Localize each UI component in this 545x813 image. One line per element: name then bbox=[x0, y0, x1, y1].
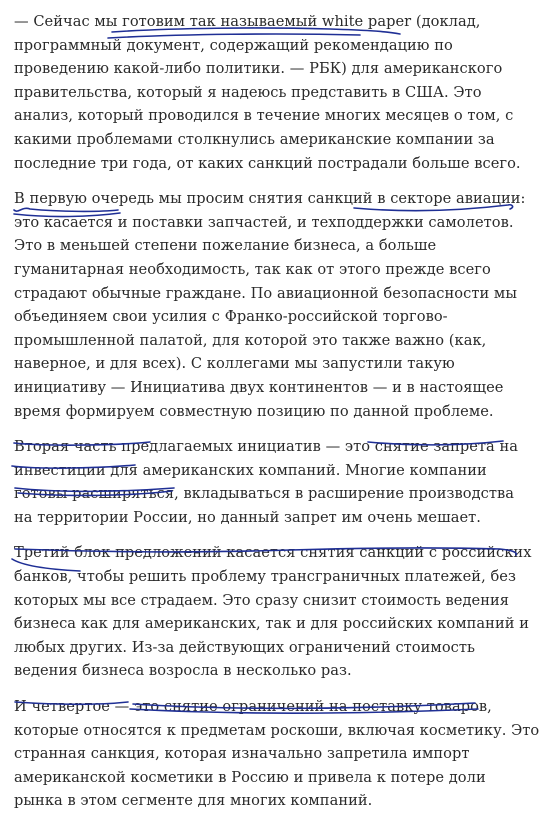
text-line: последние три года, от каких санкций пострадали больше всего. bbox=[14, 154, 521, 172]
paragraph-5 bbox=[14, 695, 540, 813]
text-line: готовы расширяться, вкладываться в расширение производства bbox=[14, 485, 515, 503]
text-line: Вторая часть предлагаемых инициатив — это снятие запрета на bbox=[14, 438, 519, 456]
paragraph-gap bbox=[14, 175, 531, 187]
text-line: объединяем свои усилия с Франко-российской торгово- bbox=[14, 308, 448, 326]
text-line: В первую очередь мы просим снятия санкций в секторе авиации: bbox=[14, 190, 526, 208]
text-line: страдают обычные граждане. По авиационной безопасности мы bbox=[14, 284, 517, 302]
paragraph-gap bbox=[14, 529, 531, 541]
text-line: промышленной палатой, для которой это также важно (как, bbox=[14, 331, 487, 349]
paragraph-3 bbox=[14, 435, 531, 529]
text-line: которых мы все страдаем. Это сразу снизит стоимость ведения bbox=[14, 591, 510, 609]
text-line: программный документ, содержащий рекомендацию по bbox=[14, 36, 453, 54]
paragraph-2 bbox=[14, 187, 531, 423]
text-line: банков, чтобы решить проблему трансграничных платежей, без bbox=[14, 568, 516, 586]
text-line: правительства, который я надеюсь представить в США. Это bbox=[14, 83, 482, 101]
paragraph-1 bbox=[14, 10, 531, 175]
paragraph-4 bbox=[14, 541, 531, 683]
text-line: наверное, и для всех). С коллегами мы запустили такую bbox=[14, 355, 455, 373]
text-line: гуманитарная необходимость, так как от этого прежде всего bbox=[14, 260, 491, 278]
text-line: рынка в этом сегменте для многих компаний. bbox=[14, 792, 373, 810]
text-line: — Сейчас мы готовим так называемый white paper (доклад, bbox=[14, 13, 481, 30]
text-line: это касается и поставки запчастей, и техподдержки самолетов. bbox=[14, 213, 514, 231]
text-line: любых других. Из-за действующих ограничений стоимость bbox=[14, 638, 475, 656]
text-line: Третий блок предложений касается снятия санкций с российских bbox=[14, 544, 532, 562]
text-line: инициативу — Инициатива двух континентов — и в настоящее bbox=[14, 378, 504, 396]
paragraph-gap bbox=[14, 683, 531, 695]
text-line: какими проблемами столкнулись американские компании за bbox=[14, 130, 495, 148]
text-line: время формируем совместную позицию по данной проблеме. bbox=[14, 402, 494, 420]
text-line: инвестиции для американских компаний. Многие компании bbox=[14, 461, 487, 479]
text-line: которые относятся к предметам роскоши, включая косметику. Это bbox=[14, 721, 540, 739]
text-line: проведению какой-либо политики. — РБК) для американского bbox=[14, 60, 503, 78]
text-line: на территории России, но данный запрет им очень мешает. bbox=[14, 508, 481, 526]
text-line: И четвертое — это снятие ограничений на поставку товаров, bbox=[14, 698, 492, 716]
text-line: ведения бизнеса возросла в несколько раз. bbox=[14, 662, 352, 680]
text-line: анализ, который проводился в течение многих месяцев о том, с bbox=[14, 107, 514, 125]
text-line: американской косметики в Россию и привела к потере доли bbox=[14, 768, 486, 786]
text-line: бизнеса как для американских, так и для российских компаний и bbox=[14, 615, 529, 633]
text-line: странная санкция, которая изначально запретила импорт bbox=[14, 745, 470, 763]
paragraph-gap bbox=[14, 423, 531, 435]
text-line: Это в меньшей степени пожелание бизнеса, а больше bbox=[14, 237, 437, 255]
